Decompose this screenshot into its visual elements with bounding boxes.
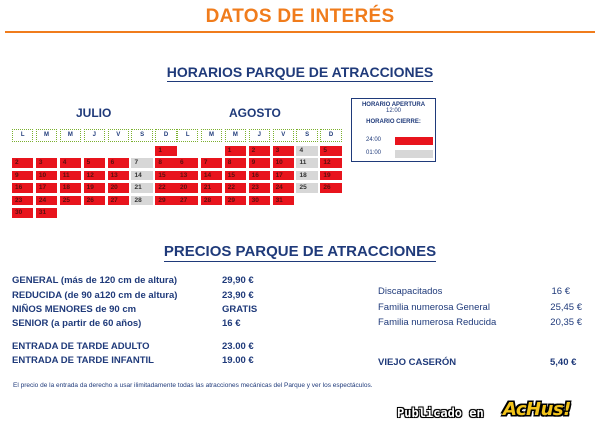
calendar-empty-cell bbox=[12, 146, 33, 156]
calendar-empty-cell bbox=[296, 196, 317, 206]
calendar-empty-cell bbox=[84, 208, 105, 218]
price-value-ninos: GRATIS bbox=[222, 304, 258, 315]
calendar-day: 22 bbox=[155, 183, 176, 193]
calendar-day: 18 bbox=[60, 183, 81, 193]
calendar-day: 1 bbox=[225, 146, 246, 156]
calendar-day: 27 bbox=[177, 196, 198, 206]
calendar-day: 21 bbox=[201, 183, 222, 193]
calendar-day: 2 bbox=[249, 146, 270, 156]
calendar-empty-cell bbox=[131, 146, 152, 156]
weekday-cell: M bbox=[201, 129, 222, 142]
calendar-day: 8 bbox=[155, 158, 176, 168]
calendar-day: 29 bbox=[155, 196, 176, 206]
legend-close-early: 01:00 bbox=[366, 150, 382, 156]
calendar-day: 25 bbox=[296, 183, 317, 193]
legend-swatch-late bbox=[395, 137, 433, 145]
calendar-day: 3 bbox=[36, 158, 57, 168]
calendar-day: 13 bbox=[177, 171, 198, 181]
month-agosto: AGOSTO bbox=[229, 106, 281, 120]
calendar-day: 3 bbox=[273, 146, 294, 156]
calendar-julio bbox=[12, 129, 179, 220]
calendar-day: 22 bbox=[225, 183, 246, 193]
weekday-cell: S bbox=[296, 129, 317, 142]
price-value-reducida: 23,90 € bbox=[222, 290, 254, 301]
calendar-week-row bbox=[12, 196, 179, 208]
calendar-day: 17 bbox=[273, 171, 294, 181]
calendar-day: 6 bbox=[177, 158, 198, 168]
watermark-text: Publicado en bbox=[397, 406, 484, 420]
price-label-ninos: NIÑOS MENORES de 90 cm bbox=[12, 304, 137, 315]
price-value-viejo-caseron: 5,40 € bbox=[550, 357, 577, 368]
calendar-day: 7 bbox=[131, 158, 152, 168]
calendar-empty-cell bbox=[108, 146, 129, 156]
watermark-logo: AcHus! bbox=[503, 399, 571, 420]
price-label-senior: SENIOR (a partir de 60 años) bbox=[12, 318, 142, 329]
calendar-day: 24 bbox=[36, 196, 57, 206]
calendar-day: 27 bbox=[108, 196, 129, 206]
price-label-discapacitados: Discapacitados bbox=[378, 286, 443, 297]
calendar-day: 8 bbox=[225, 158, 246, 168]
calendar-day: 17 bbox=[36, 183, 57, 193]
price-value-familia-general: 25,45 € bbox=[550, 302, 582, 313]
calendar-week-row bbox=[12, 183, 179, 195]
calendar-empty-cell bbox=[201, 146, 222, 156]
calendar-empty-cell bbox=[36, 146, 57, 156]
calendar-day: 24 bbox=[273, 183, 294, 193]
calendar-day: 4 bbox=[296, 146, 317, 156]
weekday-header-row bbox=[12, 129, 179, 146]
calendar-day: 28 bbox=[201, 196, 222, 206]
calendar-empty-cell bbox=[60, 146, 81, 156]
weekday-cell: V bbox=[273, 129, 294, 142]
calendar-day: 7 bbox=[201, 158, 222, 168]
calendar-day: 30 bbox=[249, 196, 270, 206]
horarios-heading bbox=[0, 64, 600, 80]
weekday-cell: D bbox=[155, 129, 176, 142]
legend-close-late: 24:00 bbox=[366, 137, 382, 143]
legend-swatch-early bbox=[395, 150, 433, 158]
calendar-day: 23 bbox=[12, 196, 33, 206]
calendar-day: 25 bbox=[60, 196, 81, 206]
calendar-week-row bbox=[12, 146, 179, 158]
price-value-familia-reducida: 20,35 € bbox=[550, 317, 582, 328]
price-label-familia-reducida: Familia numerosa Reducida bbox=[378, 317, 497, 328]
schedule-legend bbox=[351, 98, 436, 162]
calendar-empty-cell bbox=[320, 196, 341, 206]
calendar-empty-cell bbox=[84, 146, 105, 156]
calendar-day: 20 bbox=[177, 183, 198, 193]
calendar-day: 5 bbox=[84, 158, 105, 168]
price-value-senior: 16 € bbox=[222, 318, 241, 329]
weekday-cell: M bbox=[225, 129, 246, 142]
legend-row-early bbox=[360, 150, 432, 158]
calendar-week-row bbox=[12, 171, 179, 183]
weekday-header-row bbox=[177, 129, 344, 146]
weekday-cell: L bbox=[177, 129, 198, 142]
price-label-general: GENERAL (más de 120 cm de altura) bbox=[12, 275, 178, 286]
calendar-week-row bbox=[12, 158, 179, 170]
calendar-day: 15 bbox=[155, 171, 176, 181]
month-julio: JULIO bbox=[76, 106, 112, 120]
weekday-cell: M bbox=[36, 129, 57, 142]
weekday-cell: M bbox=[60, 129, 81, 142]
calendar-day: 10 bbox=[273, 158, 294, 168]
weekday-cell: J bbox=[84, 129, 105, 142]
legend-apertura-label: HORARIO APERTURA bbox=[361, 102, 426, 108]
calendar-day: 10 bbox=[36, 171, 57, 181]
calendar-day: 23 bbox=[249, 183, 270, 193]
legend-row-late bbox=[360, 137, 432, 145]
calendar-day: 21 bbox=[131, 183, 152, 193]
calendar-day: 19 bbox=[84, 183, 105, 193]
price-label-tarde-adulto: ENTRADA DE TARDE ADULTO bbox=[12, 341, 150, 352]
calendar-day: 29 bbox=[225, 196, 246, 206]
calendar-agosto bbox=[177, 129, 344, 208]
price-value-tarde-infantil: 19.00 € bbox=[222, 355, 254, 366]
price-label-tarde-infantil: ENTRADA DE TARDE INFANTIL bbox=[12, 355, 154, 366]
calendar-week-row bbox=[177, 171, 344, 183]
weekday-cell: V bbox=[108, 129, 129, 142]
calendar-day: 5 bbox=[320, 146, 341, 156]
title-divider bbox=[5, 31, 595, 33]
calendar-day: 16 bbox=[12, 183, 33, 193]
calendar-empty-cell bbox=[155, 208, 176, 218]
calendar-week-row bbox=[177, 158, 344, 170]
calendar-day: 26 bbox=[84, 196, 105, 206]
calendar-week-row bbox=[12, 208, 179, 220]
legend-cierre-label: HORARIO CIERRE: bbox=[366, 119, 421, 125]
weekday-cell: D bbox=[320, 129, 341, 142]
calendar-day: 13 bbox=[108, 171, 129, 181]
calendar-empty-cell bbox=[60, 208, 81, 218]
weekday-cell: S bbox=[131, 129, 152, 142]
weekday-cell: J bbox=[249, 129, 270, 142]
calendar-day: 26 bbox=[320, 183, 341, 193]
calendar-day: 1 bbox=[155, 146, 176, 156]
price-label-familia-general: Familia numerosa General bbox=[378, 302, 490, 313]
calendar-day: 31 bbox=[273, 196, 294, 206]
price-label-viejo-caseron: VIEJO CASERÓN bbox=[378, 357, 457, 368]
precios-heading bbox=[0, 243, 600, 260]
calendar-day: 11 bbox=[296, 158, 317, 168]
precios-heading-text: PRECIOS PARQUE DE ATRACCIONES bbox=[163, 243, 437, 260]
calendar-day: 31 bbox=[36, 208, 57, 218]
weekday-cell: L bbox=[12, 129, 33, 142]
calendar-day: 28 bbox=[131, 196, 152, 206]
calendar-day: 12 bbox=[320, 158, 341, 168]
calendar-day: 11 bbox=[60, 171, 81, 181]
calendar-empty-cell bbox=[177, 146, 198, 156]
legend-apertura-time: 12:00 bbox=[385, 108, 401, 114]
calendar-day: 18 bbox=[296, 171, 317, 181]
calendar-day: 14 bbox=[201, 171, 222, 181]
calendar-empty-cell bbox=[131, 208, 152, 218]
calendar-day: 6 bbox=[108, 158, 129, 168]
calendar-day: 14 bbox=[131, 171, 152, 181]
calendar-week-row bbox=[177, 196, 344, 208]
calendar-week-row bbox=[177, 183, 344, 195]
calendar-day: 16 bbox=[249, 171, 270, 181]
price-label-reducida: REDUCIDA (de 90 a120 cm de altura) bbox=[12, 290, 178, 301]
calendar-day: 12 bbox=[84, 171, 105, 181]
calendar-empty-cell bbox=[108, 208, 129, 218]
price-footnote: El precio de la entrada da derecho a usar ilimitadamente todas las atracciones mecánicas del Parque y ver los espectáculos. bbox=[13, 382, 373, 389]
calendar-day: 19 bbox=[320, 171, 341, 181]
horarios-heading-text: HORARIOS PARQUE DE ATRACCIONES bbox=[166, 64, 434, 80]
calendar-day: 2 bbox=[12, 158, 33, 168]
calendar-day: 30 bbox=[12, 208, 33, 218]
calendar-day: 4 bbox=[60, 158, 81, 168]
price-value-tarde-adulto: 23.00 € bbox=[222, 341, 254, 352]
calendar-day: 9 bbox=[249, 158, 270, 168]
price-value-discapacitados: 16 € bbox=[551, 286, 570, 297]
calendar-day: 9 bbox=[12, 171, 33, 181]
calendar-week-row bbox=[177, 146, 344, 158]
calendar-day: 15 bbox=[225, 171, 246, 181]
price-value-general: 29,90 € bbox=[222, 275, 254, 286]
calendar-day: 20 bbox=[108, 183, 129, 193]
page-title: DATOS DE INTERÉS bbox=[205, 6, 395, 27]
